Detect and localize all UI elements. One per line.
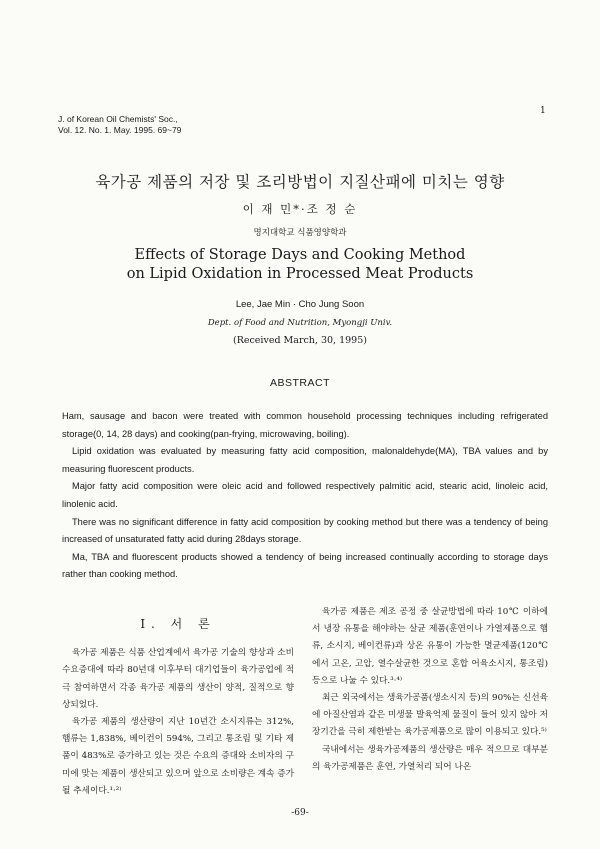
journal-line-2: Vol. 12. No. 1. May. 1995. 69~79 — [58, 125, 182, 135]
abstract-paragraph: Ham, sausage and bacon were treated with common household processing techniques including refrigerated storage(0, 14, 28 days) and cooking(pan-frying, microwaving, boiling). — [62, 411, 548, 439]
korean-affiliation: 명지대학교 식품영양학과 — [253, 228, 347, 238]
received-date: (Received March, 30, 1995) — [233, 335, 367, 346]
body-paragraph: 육가공 제품은 식품 산업계에서 육가공 기술의 향상과 소비 수요증대에 따라 80년대 이후부터 대기업들이 육가공업에 적극 참여하면서 각종 육가공 제품의 생산이 양적, 질적으로 향상되었다. — [62, 648, 294, 710]
journal-line-1: J. of Korean Oil Chemists' Soc., — [58, 114, 178, 124]
body-paragraph: 최근 외국에서는 생육가공품(생소시지 등)의 90%는 신선육에 아질산염과 같은 미생물 발육억제 물질이 들어 있지 않아 저장기간을 극히 제한받는 육가공제품으로 많이 이용되고 있다.⁵⁾ — [312, 693, 548, 738]
left-column — [62, 604, 294, 800]
page-number: 1 — [540, 106, 546, 116]
footer-page-number: -69- — [291, 808, 309, 818]
english-title-line-1: Effects of Storage Days and Cooking Method — [134, 247, 466, 263]
abstract-paragraph: Major fatty acid composition were oleic acid and followed respectively palmitic acid, stearic acid, linoleic acid, linolenic acid. — [62, 481, 548, 509]
abstract-body — [62, 408, 548, 584]
section-heading-introduction: I. 서 론 — [140, 617, 216, 631]
body-paragraph: 국내에서는 생육가공제품의 생산량은 매우 적으므로 대부분의 육가공제품은 훈연, 가열처리 되어 나온 — [312, 744, 548, 772]
abstract-paragraph: There was no significant difference in fatty acid composition by cooking method but there was a tendency of being increased of unsaturated fatty acid during 28days storage. — [62, 516, 548, 545]
english-title-line-2: on Lipid Oxidation in Processed Meat Products — [126, 266, 474, 282]
korean-title: 육가공 제품의 저장 및 조리방법이 지질산패에 미치는 영향 — [95, 173, 505, 191]
abstract-paragraph: Lipid oxidation was evaluated by measuring fatty acid composition, malonaldehyde(MA), TBA values and by measuring fluorescent products. — [62, 446, 548, 474]
korean-authors: 이 재 민*·조 정 순 — [242, 202, 358, 216]
body-paragraph: 육가공 제품은 제조 공정 중 살균방법에 따라 10℃ 이하에서 냉장 유통을 해야하는 살균 제품(훈연이나 가열제품으로 햄류, 소시지, 베이컨류)과 상온 유통이 가능한 멸균제품(120℃에서 고온, 고압, 열수살균한 것으로 혼합 어육소시지, 통조림) 등으로 나눌 수 있다.³·⁴⁾ — [312, 607, 548, 686]
english-affiliation: Dept. of Food and Nutrition, Myongji Univ. — [207, 318, 393, 328]
english-title — [0, 246, 600, 284]
english-authors: Lee, Jae Min · Cho Jung Soon — [235, 299, 365, 310]
journal-citation — [58, 114, 181, 136]
abstract-heading: ABSTRACT — [269, 377, 330, 389]
body-paragraph: 육가공 제품의 생산량이 지난 10년간 소시지류는 312%, 햄류는 1,838%, 베이컨이 594%, 그리고 통조림 및 기타 제품이 483%로 증가하고 있는 것은 수요의 증대와 소비자의 구미에 맞는 제품이 생산되고 있으며 앞으로 소비량은 계속 증가될 추세이다.¹·²⁾ — [62, 717, 294, 796]
right-column — [312, 604, 548, 776]
abstract-paragraph: Ma, TBA and fluorescent products showed a tendency of being increased continually according to storage days rather than cooking method. — [62, 551, 548, 580]
